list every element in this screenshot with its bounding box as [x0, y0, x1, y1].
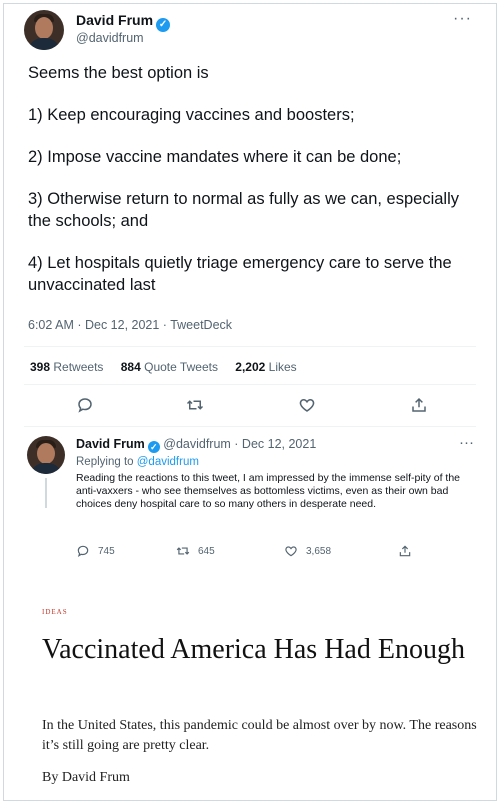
tweet-paragraph: 4) Let hospitals quietly triage emergency care to serve the unvaccinated last — [28, 254, 452, 294]
tweet-paragraph: 1) Keep encouraging vaccines and boosters; — [28, 106, 355, 124]
avatar-face — [35, 17, 53, 39]
reply-icon[interactable] — [76, 396, 98, 418]
likes-stat[interactable] — [235, 360, 296, 374]
reply-avatar[interactable] — [27, 436, 65, 474]
tweet-stats — [30, 360, 311, 374]
divider — [24, 384, 476, 385]
article-deck: In the United States, this pandemic could be almost over by now. The reasons it’s still going are pretty clear. — [42, 718, 477, 753]
author-name-row[interactable] — [76, 12, 170, 32]
retweet-icon[interactable] — [186, 396, 208, 418]
verified-badge-icon: ✓ — [148, 441, 160, 453]
quote-tweets-stat[interactable] — [121, 360, 218, 374]
avatar-face — [37, 443, 55, 464]
replying-to — [76, 456, 199, 468]
likes-count: 2,202 — [235, 360, 266, 374]
tweet-timestamp[interactable]: 6:02 AM · Dec 12, 2021 · TweetDeck — [28, 318, 233, 332]
reply-share-button[interactable] — [398, 544, 412, 558]
tweet-header — [24, 10, 474, 50]
divider — [24, 426, 476, 427]
reply-like-button[interactable] — [284, 544, 331, 558]
divider — [24, 346, 476, 347]
replying-prefix: Replying to — [76, 456, 134, 468]
retweet-icon — [176, 544, 190, 558]
reply-replies-count: 745 — [98, 545, 115, 557]
article-byline: By David Frum — [42, 770, 130, 785]
reply-header — [76, 437, 316, 453]
reply-text: Reading the reactions to this tweet, I am impressed by the immense self-pity of the anti-vaxxers - who see themselves as bottomless victims, even as their own bad choices deny hospital care to so many others in desperate need. — [76, 472, 461, 510]
heart-icon[interactable] — [298, 396, 320, 418]
article-kicker[interactable]: IDEAS — [42, 608, 68, 616]
author-handle[interactable]: @davidfrum — [76, 31, 144, 45]
reply-icon — [76, 544, 90, 558]
heart-icon — [284, 544, 298, 558]
reply-retweets-count: 645 — [198, 545, 215, 557]
retweets-label: Retweets — [53, 360, 104, 374]
likes-label: Likes — [268, 360, 297, 374]
tweet-paragraph: 3) Otherwise return to normal as fully as we can, especially the schools; and — [28, 190, 460, 230]
reply-likes-count: 3,658 — [306, 545, 332, 557]
more-options-icon[interactable]: ··· — [459, 434, 474, 451]
tweet-actions — [24, 392, 476, 420]
tweet-paragraph: Seems the best option is — [28, 64, 209, 82]
share-icon — [398, 544, 412, 558]
share-icon[interactable] — [410, 396, 432, 418]
reply-retweet-button[interactable] — [176, 544, 215, 558]
reply-reply-button[interactable] — [76, 544, 115, 558]
reply-handle-date[interactable]: @davidfrum · Dec 12, 2021 — [163, 437, 317, 451]
replying-to-link[interactable]: @davidfrum — [136, 456, 199, 468]
more-options-icon[interactable]: ··· — [453, 10, 472, 27]
author-name[interactable]: David Frum — [76, 12, 154, 28]
reply-author-name[interactable]: David Frum — [76, 437, 145, 451]
tweet-paragraph: 2) Impose vaccine mandates where it can be done; — [28, 148, 402, 166]
retweets-stat[interactable] — [30, 360, 103, 374]
verified-badge-icon: ✓ — [156, 18, 170, 32]
quotes-count: 884 — [120, 360, 141, 374]
quotes-label: Quote Tweets — [144, 360, 218, 374]
article-title[interactable]: Vaccinated America Has Had Enough — [42, 634, 465, 665]
avatar-shirt — [28, 38, 60, 50]
retweets-count: 398 — [30, 360, 51, 374]
avatar-shirt — [30, 463, 62, 474]
avatar[interactable] — [24, 10, 64, 50]
reply-actions — [76, 544, 436, 562]
thread-line — [45, 478, 47, 508]
tweet-text — [28, 62, 468, 316]
